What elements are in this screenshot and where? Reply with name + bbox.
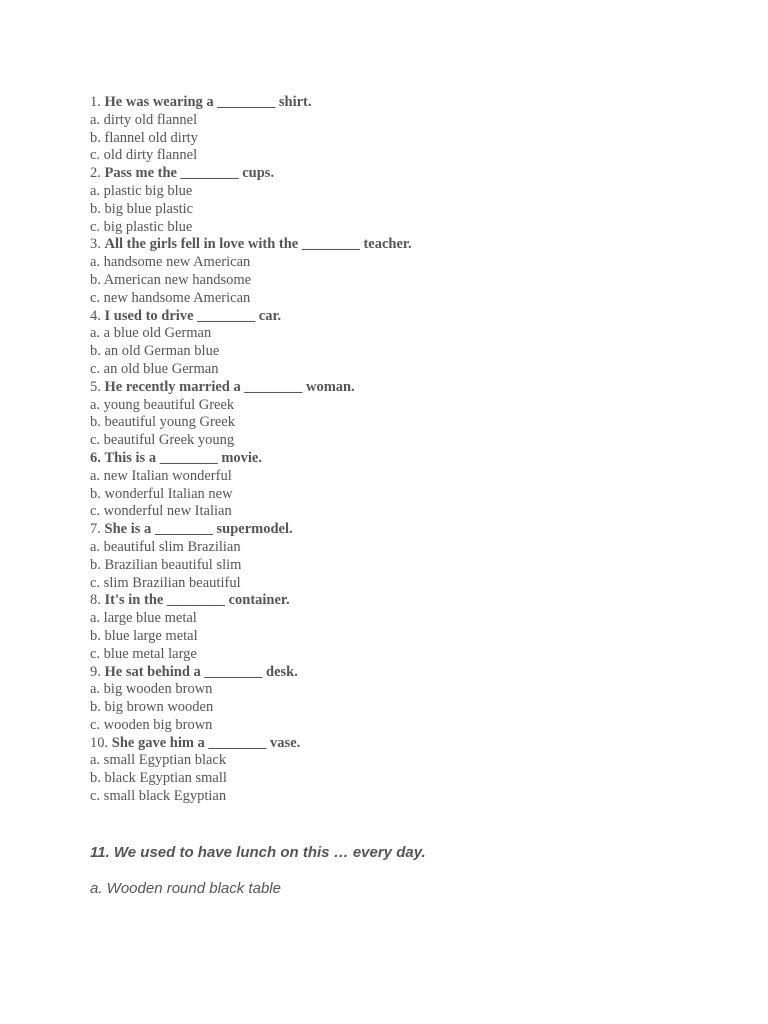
question-number: 1.: [90, 94, 101, 110]
question-9: [90, 664, 710, 682]
answer-option: b. Brazilian beautiful slim: [90, 556, 242, 573]
answer-option: c. old dirty flannel: [90, 147, 198, 164]
answer-option: a. new Italian wonderful: [90, 467, 232, 484]
answer-option: c. new handsome American: [90, 289, 251, 306]
answer-option: b. beautiful young Greek: [90, 414, 235, 431]
question-4: [90, 308, 710, 326]
answer-option: a. a blue old German: [90, 325, 212, 342]
extra-question-text: 11. We used to have lunch on this … every day.: [90, 844, 426, 861]
answer-option: b. an old German blue: [90, 343, 220, 360]
answer-option: a. big wooden brown: [90, 681, 213, 698]
question-8: [90, 592, 710, 610]
question-number: 2.: [90, 165, 101, 182]
question-2: [90, 165, 710, 183]
answer-option: c. slim Brazilian beautiful: [90, 574, 241, 591]
question-text: It's in the ________ container.: [104, 592, 290, 609]
question-1: [90, 94, 710, 112]
question-text: Pass me the ________ cups.: [104, 165, 275, 182]
answer-option: c. beautiful Greek young: [90, 432, 235, 449]
question-number: 9.: [90, 663, 101, 680]
answer-option: b. black Egyptian small: [90, 770, 227, 787]
answer-option: c. blue metal large: [90, 645, 197, 662]
answer-option: a. handsome new American: [90, 254, 251, 271]
question-text: He sat behind a ________ desk.: [104, 663, 298, 680]
answer-option: a. large blue metal: [90, 610, 197, 627]
answer-option: a. beautiful slim Brazilian: [90, 538, 241, 555]
answer-option: c. wonderful new Italian: [90, 503, 232, 520]
question-text: He recently married a ________ woman.: [104, 378, 355, 395]
answer-option: c. wooden big brown: [90, 716, 213, 733]
question-number: 10.: [90, 734, 109, 751]
answer-option: c. small black Egyptian: [90, 788, 227, 805]
question-text: She gave him a ________ vase.: [111, 734, 301, 751]
answer-option: b. flannel old dirty: [90, 129, 198, 146]
answer-option: c. an old blue German: [90, 360, 219, 377]
question-text: I used to drive ________ car.: [104, 307, 282, 324]
quiz-list: [90, 94, 710, 806]
question-7: [90, 521, 710, 539]
question-text: This is a ________ movie.: [104, 449, 262, 466]
answer-option: a. small Egyptian black: [90, 752, 227, 769]
question-3: [90, 236, 710, 254]
question-text: All the girls fell in love with the ________ teacher.: [104, 236, 412, 253]
question-text: She is a ________ supermodel.: [104, 521, 293, 538]
answer-option: b. blue large metal: [90, 627, 198, 644]
question-number: 3.: [90, 236, 101, 253]
answer-option: c. big plastic blue: [90, 218, 193, 235]
question-6: [90, 450, 710, 468]
question-number: 5.: [90, 378, 101, 395]
answer-option: b. big blue plastic: [90, 200, 194, 217]
extra-option: a. Wooden round black table: [90, 880, 281, 897]
question-number: 8.: [90, 592, 101, 609]
question-text: He was wearing a ________ shirt.: [104, 94, 312, 110]
question-10: [90, 735, 710, 753]
question-number: 7.: [90, 521, 101, 538]
answer-option: b. wonderful Italian new: [90, 485, 233, 502]
extra-question: [90, 843, 710, 899]
answer-option: b. American new handsome: [90, 271, 252, 288]
question-5: [90, 379, 710, 397]
question-number: 6.: [90, 449, 101, 466]
answer-option: b. big brown wooden: [90, 699, 214, 716]
answer-option: a. dirty old flannel: [90, 111, 198, 128]
question-number: 4.: [90, 307, 101, 324]
answer-option: a. young beautiful Greek: [90, 396, 235, 413]
answer-option: a. plastic big blue: [90, 182, 193, 199]
